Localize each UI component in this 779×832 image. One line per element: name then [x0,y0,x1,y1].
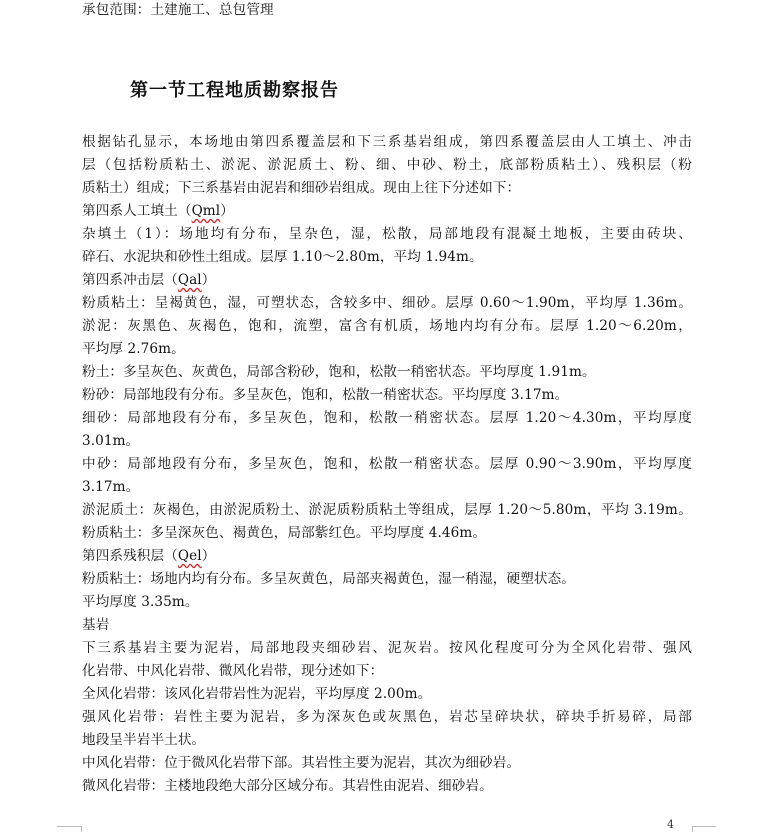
bedrock-line-7: 微风化岩带：主楼地段绝大部分区域分布。其岩性由泥岩、细砂岩。 [82,778,493,794]
alluvial-line-6: 细砂：局部地段有分布，多呈灰色，饱和，松散一稍密状态。层厚 1.20～4.30m，平均厚度 [82,410,692,426]
fill-line-2: 碎石、水泥块和砂性土组成。层厚 1.10～2.80m，平均 1.94m。 [82,249,483,265]
alluvial-code: Qal [177,272,202,288]
alluvial-heading: 第四系冲击层（Qal） [82,272,216,288]
bedrock-heading: 基岩 [82,617,110,633]
crop-mark-bottom-left-vertical [81,826,82,832]
bedrock-line-3: 全风化岩带：该风化岩带岩性为泥岩，平均厚度 2.00m。 [82,686,432,702]
bedrock-line-1: 下三系基岩主要为泥岩，局部地段夹细砂岩、泥灰岩。按风化程度可分为全风化岩带、强风 [82,640,692,656]
residual-line-2: 平均厚度 3.35m。 [82,594,199,610]
alluvial-line-9: 3.17m。 [82,479,140,495]
alluvial-line-10: 淤泥质土：灰褐色，由淤泥质粉土、淤泥质粉质粘土等组成，层厚 1.20～5.80m，平均 3.19m。 [82,502,692,518]
page-number: 4 [667,818,674,831]
scope-line: 承包范围：土建施工、总包管理 [82,2,274,18]
residual-line-1: 粉质粘土：场地内均有分布。多呈灰黄色，局部夹褐黄色，湿一稍湿，硬塑状态。 [82,571,575,587]
crop-mark-bottom-right-vertical [692,826,693,832]
alluvial-line-1: 粉质粘土：呈褐黄色，湿，可塑状态，含较多中、细砂。层厚 0.60～1.90m，平均厚 1.36m。 [82,295,692,311]
fill-heading: 第四系人工填土（Qml） [82,203,234,219]
alluvial-line-4: 粉土：多呈灰色、灰黄色，局部含粉砂，饱和，松散一稍密状态。平均厚度 1.91m。 [82,364,596,380]
section-title: 第一节工程地质勘察报告 [130,80,339,101]
alluvial-line-3: 平均厚 2.76m。 [82,341,185,357]
alluvial-line-11: 粉质粘土：多呈深灰色、褐黄色，局部紫红色。平均厚度 4.46m。 [82,525,487,541]
crop-mark-bottom-right [692,826,716,827]
alluvial-line-2: 淤泥：灰黑色、灰褐色，饱和，流塑，富含有机质，场地内均有分布。层厚 1.20～6.20m， [82,318,692,334]
bedrock-line-6: 中风化岩带：位于微风化岩带下部。其岩性主要为泥岩，其次为细砂岩。 [82,755,521,771]
crop-mark-bottom-left [57,826,81,827]
intro-line-2: 层（包括粉质粘土、淤泥、淤泥质土、粉、细、中砂、粉土，底部粉质粘土）、残积层（粉 [82,157,692,173]
bedrock-line-2: 化岩带、中风化岩带、微风化岩带，现分述如下： [82,663,384,679]
residual-heading: 第四系残积层（Qel） [82,548,216,564]
alluvial-line-7: 3.01m。 [82,433,140,449]
fill-code: Qml [191,203,221,219]
bedrock-line-5: 地段呈半岩半土状。 [82,732,206,748]
intro-line-3: 质粘土）组成；下三系基岩由泥岩和细砂岩组成。现由上往下分述如下： [82,180,521,196]
residual-code: Qel [177,548,202,564]
alluvial-line-8: 中砂：局部地段有分布，多呈灰色，饱和，松散一稍密状态。层厚 0.90～3.90m，平均厚度 [82,456,692,472]
intro-line-1: 根据钻孔显示，本场地由第四系覆盖层和下三系基岩组成，第四系覆盖层由人工填土、冲击 [82,134,692,150]
fill-line-1: 杂填土（1）：场地均有分布，呈杂色，湿，松散，局部地段有混凝土地板，主要由砖块、 [82,226,692,242]
alluvial-line-5: 粉砂：局部地段有分布。多呈灰色，饱和，松散一稍密状态。平均厚度 3.17m。 [82,387,569,403]
bedrock-line-4: 强风化岩带：岩性主要为泥岩，多为深灰色或灰黑色，岩芯呈碎块状，碎块手折易碎，局部 [82,709,692,725]
